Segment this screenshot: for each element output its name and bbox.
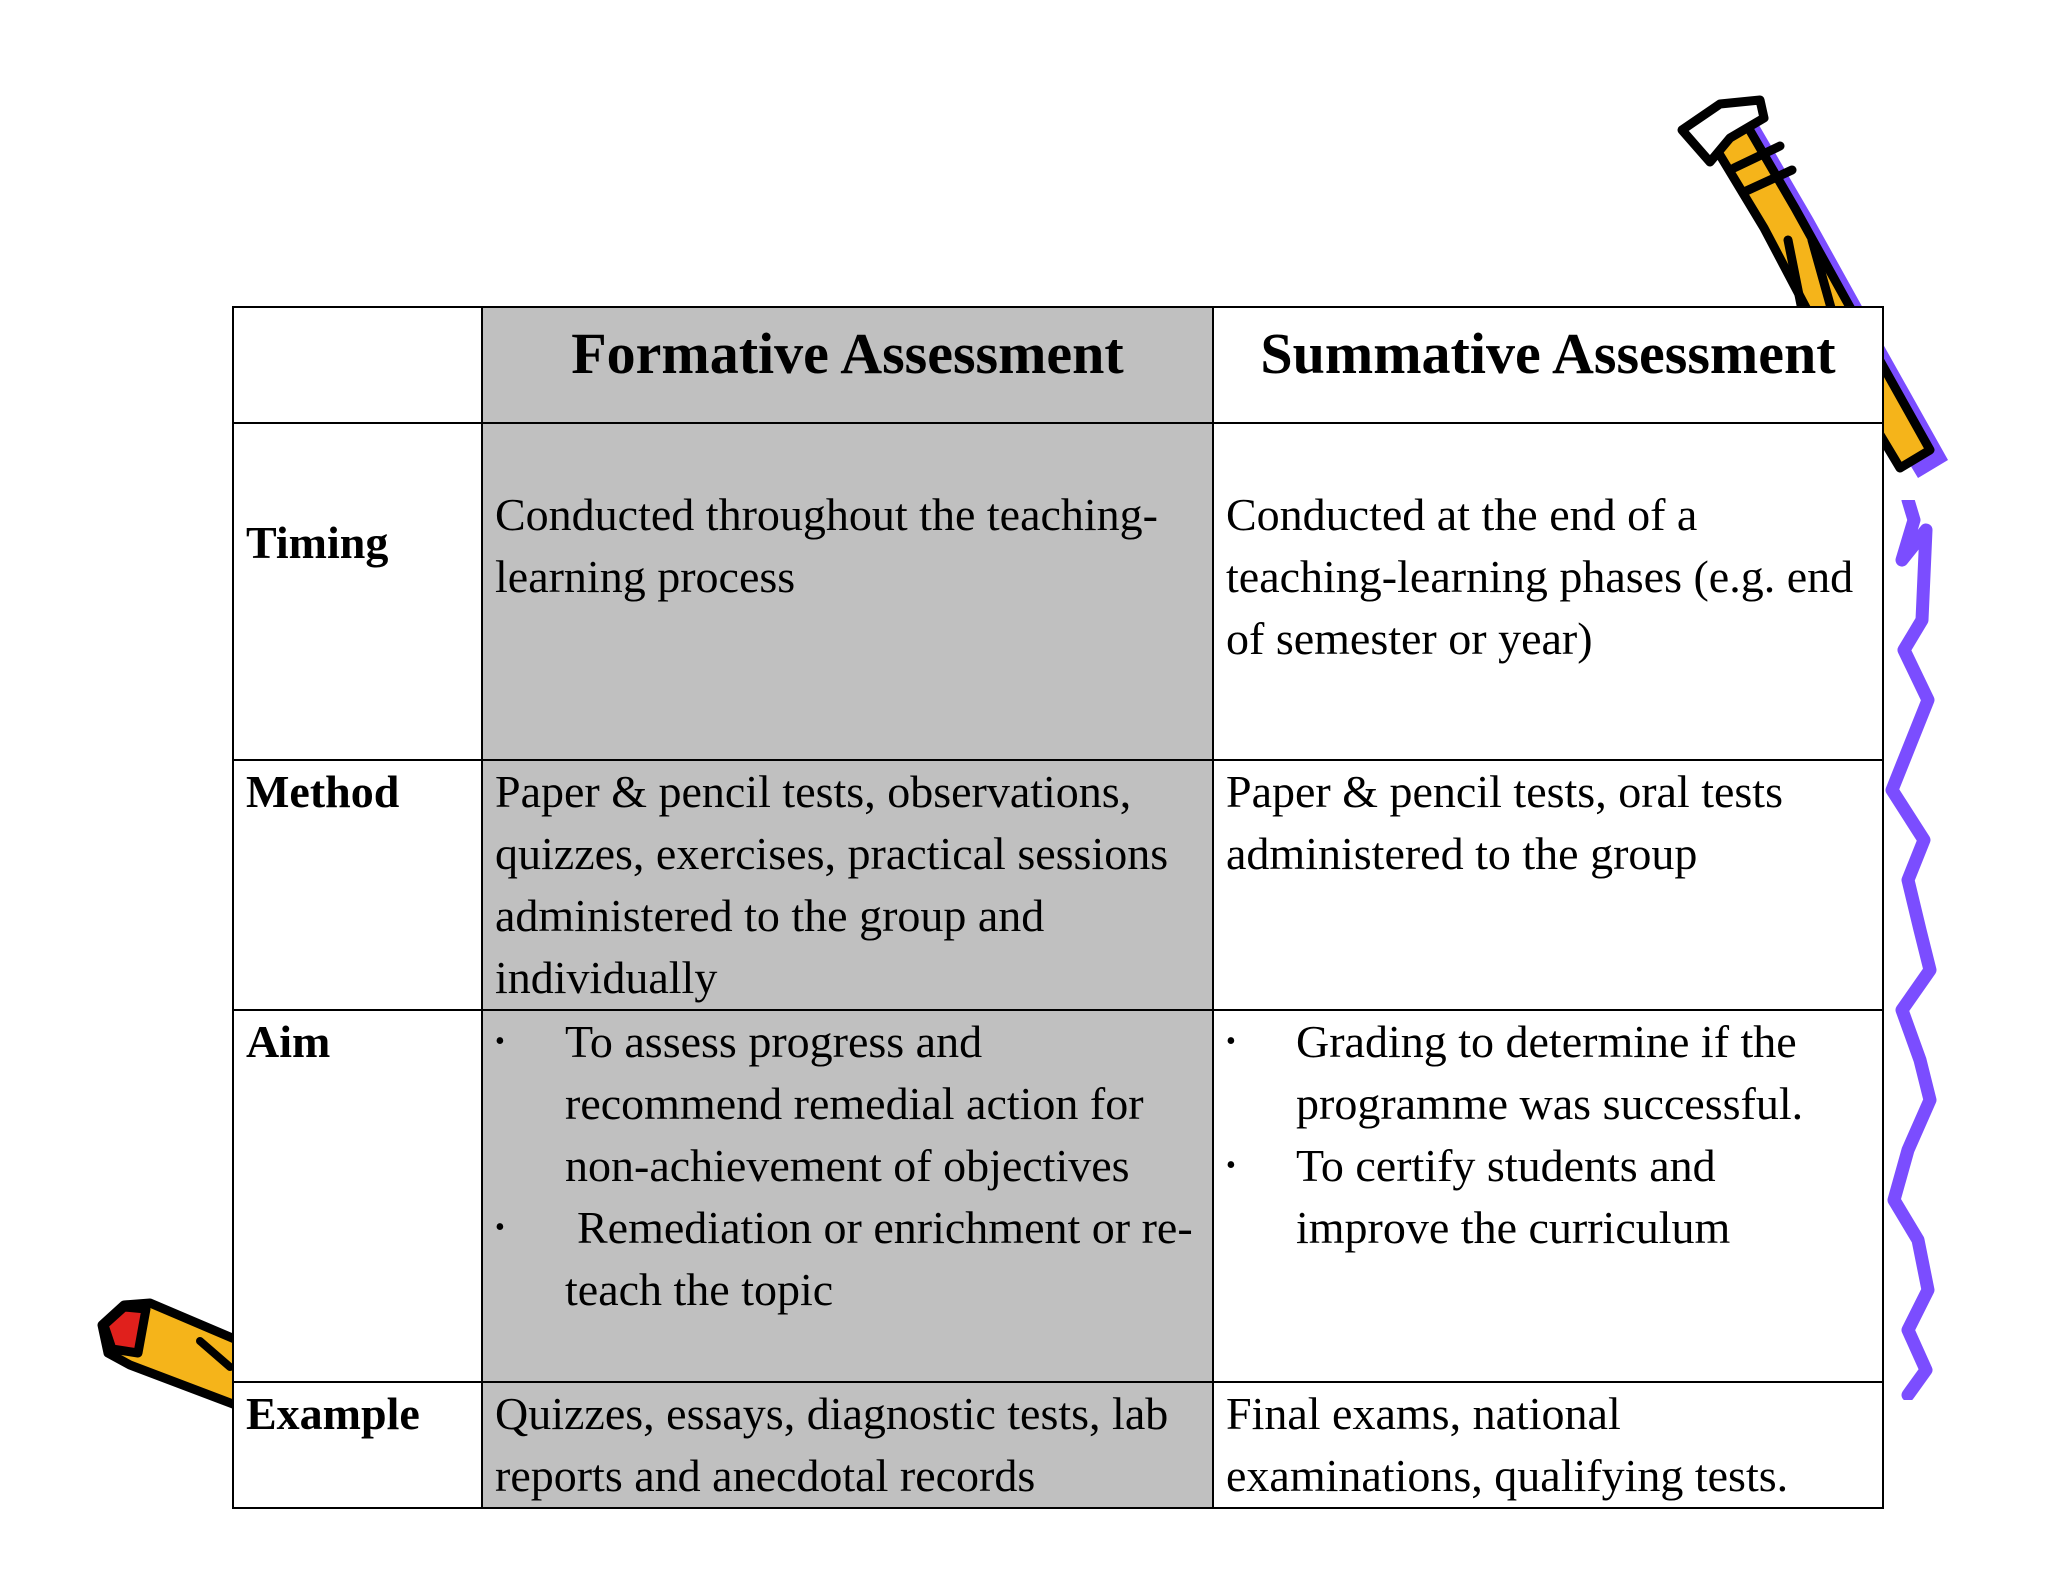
list-item: • To assess progress and recommend remedial action for non-achievement of objectives — [495, 1011, 1200, 1197]
table-header-row — [233, 307, 1883, 423]
timing-summative-cell: Conducted at the end of a teaching-learning phases (e.g. end of semester or year) — [1213, 423, 1883, 760]
row-label-timing: Timing — [233, 423, 482, 760]
row-label-aim: Aim — [233, 1010, 482, 1382]
table-row — [233, 760, 1883, 1010]
list-item: • Grading to determine if the programme was successful. — [1226, 1011, 1870, 1135]
table-row — [233, 1010, 1883, 1382]
aim-summative-list — [1226, 1011, 1870, 1259]
example-summative-cell: Final exams, national examinations, qualifying tests. — [1213, 1382, 1883, 1508]
table-row — [233, 1382, 1883, 1508]
list-item: • To certify students and improve the curriculum — [1226, 1135, 1870, 1259]
comparison-table — [232, 306, 1884, 1509]
corner-cell — [233, 307, 482, 423]
method-summative-cell: Paper & pencil tests, oral tests administered to the group — [1213, 760, 1883, 1010]
list-item: • Remediation or enrichment or re-teach the topic — [495, 1197, 1200, 1321]
row-label-method: Method — [233, 760, 482, 1010]
row-label-example: Example — [233, 1382, 482, 1508]
aim-formative-list — [495, 1011, 1200, 1321]
header-formative: Formative Assessment — [482, 307, 1213, 423]
method-formative-cell: Paper & pencil tests, observations, quizzes, exercises, practical sessions administered to the group and individually — [482, 760, 1213, 1010]
example-formative-cell: Quizzes, essays, diagnostic tests, lab reports and anecdotal records — [482, 1382, 1213, 1508]
table-row — [233, 423, 1883, 760]
header-summative: Summative Assessment — [1213, 307, 1883, 423]
timing-formative-cell: Conducted throughout the teaching-learning process — [482, 423, 1213, 760]
aim-summative-cell — [1213, 1010, 1883, 1382]
aim-formative-cell — [482, 1010, 1213, 1382]
